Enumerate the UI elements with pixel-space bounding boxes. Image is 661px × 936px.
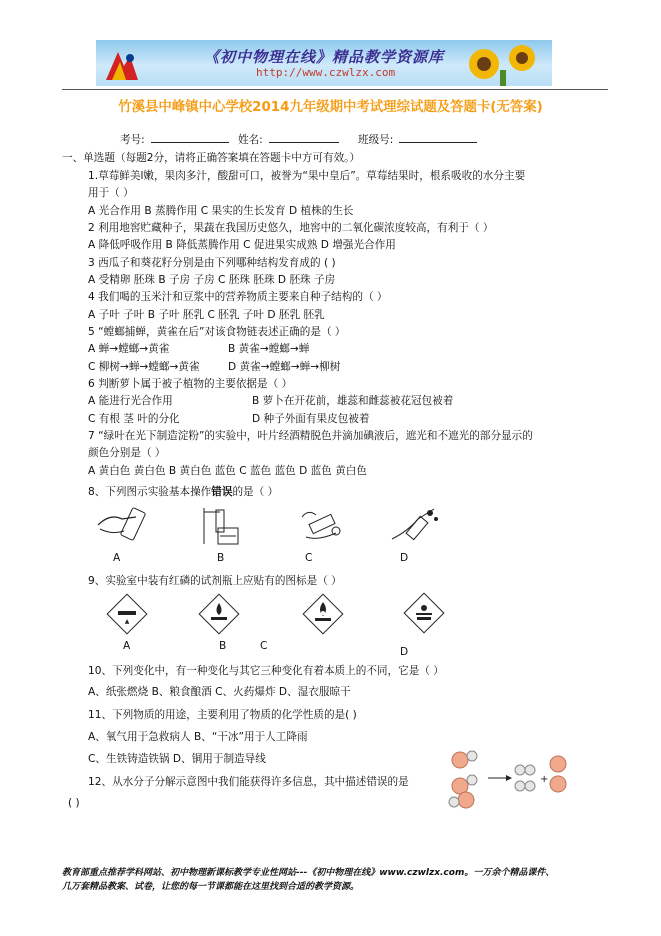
q11-options-cd: C、生铁铸造铁锅 D、铜用于制造导线 <box>88 753 266 765</box>
footer-line-1: 教育部重点推荐学科网站、初中物理新课标教学专业性网站---《初中物理在线》www.czwlzx.com。一万余个精品课件、 <box>62 868 555 878</box>
q5-option-c: C 柳树→蝉→螳螂→黄雀 <box>88 361 200 373</box>
q9-label-c-pos: C <box>260 640 268 652</box>
q8-figure-c <box>296 505 346 545</box>
site-logo-icon <box>102 46 142 82</box>
q5-stem: 5 “螳螂捕蝉，黄雀在后”对该食物链表述正确的是（ ） <box>88 326 346 338</box>
exam-no-field: 考号: <box>120 131 229 147</box>
q1-options: A 光合作用 B 蒸腾作用 C 果实的生长发育 D 植株的生长 <box>88 205 354 217</box>
q8-figure-b <box>198 504 242 546</box>
q2-options: A 降低呼吸作用 B 降低蒸腾作用 C 促进果实成熟 D 增强光合作用 <box>88 239 396 251</box>
section-heading: 一、单选题（每题2分，请将正确答案填在答题卡中方可有效。） <box>62 152 361 164</box>
svg-text:▲: ▲ <box>124 618 130 625</box>
q8-stem: 8、下列图示实验基本操作错误的是（ ） <box>88 486 279 498</box>
svg-text:+: + <box>540 774 549 785</box>
q10-stem: 10、下列变化中，有一种变化与其它三种变化有着本质上的不同，它是（ ） <box>88 665 444 677</box>
q8-figure-d <box>388 503 442 545</box>
banner-url[interactable]: http://www.czwlzx.com <box>256 66 396 79</box>
q11-stem: 11、下列物质的用途，主要利用了物质的化学性质的是( ) <box>88 709 357 721</box>
q6-option-c: C 有根 茎 叶的分化 <box>88 413 180 425</box>
document-title: 竹溪县中峰镇中心学校2014九年级期中考试理综试题及答题卡(无答案) <box>118 100 543 115</box>
q7-stem-2: 颜色分别是（ ） <box>88 447 166 459</box>
banner-title: 《初中物理在线》精品教学资源库 <box>204 48 445 66</box>
q8-figure-a <box>96 505 146 545</box>
q8-label-d: D <box>400 552 409 564</box>
q8-label-a: A <box>113 552 121 564</box>
q12-answer-paren: ( ) <box>68 797 80 809</box>
sunflower-icon <box>460 42 542 86</box>
q9-label-a: A <box>123 640 131 652</box>
q9-hazard-sign-c-icon <box>302 593 344 635</box>
q3-options: A 受精卵 胚珠 B 子房 子房 C 胚珠 胚珠 D 胚珠 子房 <box>88 274 336 286</box>
q5-option-b: B 黄雀→螳螂→蝉 <box>228 343 310 355</box>
header-banner <box>96 40 552 86</box>
q11-options-ab: A、氧气用于急救病人 B、“干冰”用于人工降雨 <box>88 731 308 743</box>
header-rule <box>62 89 608 90</box>
q5-option-d: D 黄雀→螳螂→蝉→柳树 <box>228 361 341 373</box>
q6-stem: 6 判断萝卜属于被子植物的主要依据是（ ） <box>88 378 293 390</box>
q6-option-d: D 种子外面有果皮包被着 <box>252 413 370 425</box>
name-field: 姓名: <box>238 131 339 147</box>
q2-stem: 2 利用地窖贮藏种子，果蔬在我国历史悠久，地窖中的二氧化碳浓度较高，有利于（ ） <box>88 222 494 234</box>
q5-option-a: A 蝉→螳螂→黄雀 <box>88 343 170 355</box>
q1-stem-2: 用于（ ） <box>88 187 134 199</box>
q7-options: A 黄白色 黄白色 B 黄白色 蓝色 C 蓝色 蓝色 D 蓝色 黄白色 <box>88 465 367 477</box>
q9-hazard-sign-a-icon <box>106 593 148 635</box>
q9-hazard-sign-b-icon <box>198 593 240 635</box>
q9-hazard-sign-d-icon <box>402 591 446 635</box>
q12-stem: 12、从水分子分解示意图中我们能获得许多信息，其中描述错误的是 <box>88 776 409 788</box>
q1-stem-1: 1.草莓鲜美l嫩，果肉多汁，酸甜可口，被誉为“果中皇后”。草莓结果时，根系吸收的水分主要 <box>88 170 526 182</box>
q9-label-d: D <box>400 646 409 658</box>
class-no-field: 班级号: <box>358 131 477 147</box>
q6-option-b: B 萝卜在开花前，雄蕊和雌蕊被花冠包被着 <box>252 395 454 407</box>
q6-option-a: A 能进行光合作用 <box>88 395 173 407</box>
q8-label-b: B <box>217 552 225 564</box>
q3-stem: 3 西瓜子和葵花籽分别是由下列哪种结构发育成的 ( ) <box>88 257 336 269</box>
footer-line-2: 几万套精品教案、试卷，让您的每一节课都能在这里找到合适的教学资源。 <box>62 882 360 892</box>
q12-water-decomposition-diagram <box>448 746 576 812</box>
q9-label-b-visible: B <box>219 640 227 652</box>
q4-stem: 4 我们喝的玉米汁和豆浆中的营养物质主要来自种子结构的（ ） <box>88 291 388 303</box>
q7-stem-1: 7 “绿叶在光下制造淀粉”的实验中，叶片经酒精脱色并滴加碘液后，遮光和不遮光的部分显示的 <box>88 430 533 442</box>
q9-stem: 9、实验室中装有红磷的试剂瓶上应贴有的图标是（ ） <box>88 575 342 587</box>
q8-label-c: C <box>305 552 313 564</box>
q10-options: A、纸张燃烧 B、粮食酿酒 C、火药爆炸 D、湿衣服晾干 <box>88 686 351 698</box>
q4-options: A 子叶 子叶 B 子叶 胚乳 C 胚乳 子叶 D 胚乳 胚乳 <box>88 309 325 321</box>
